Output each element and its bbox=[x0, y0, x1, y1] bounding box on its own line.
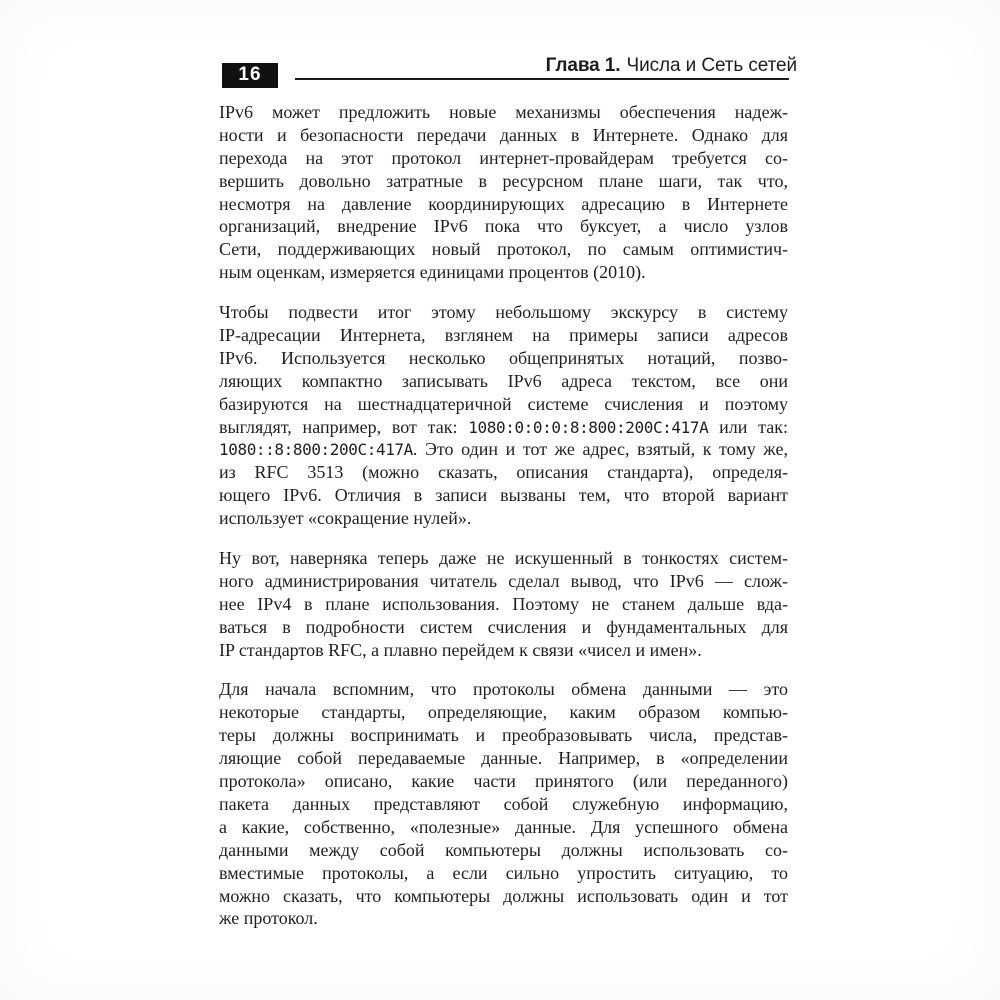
ipv6-address: 1080::8:800:200C:417A bbox=[219, 440, 413, 460]
text-line bbox=[219, 261, 788, 284]
text-segment: базируются на шестнадцатеричной системе счисления и поэтому bbox=[219, 393, 788, 414]
text-segment: ляющие собой передаваемые данные. Например, в «определении bbox=[219, 748, 788, 769]
text-line bbox=[219, 701, 788, 724]
paragraph bbox=[219, 547, 788, 661]
text-segment: Сети, поддерживающих новый протокол, по самым оптимистич- bbox=[219, 239, 788, 260]
text-segment: или так: bbox=[708, 416, 788, 437]
page-number: 16 bbox=[238, 63, 262, 85]
text-segment: IPv6. Используется несколько общепринятых нотаций, позво- bbox=[219, 347, 788, 368]
text-line bbox=[219, 770, 788, 793]
text-line bbox=[219, 724, 788, 747]
text-line bbox=[219, 170, 788, 193]
text-segment: Для начала вспомним, что протоколы обмена данными — это bbox=[219, 679, 788, 700]
text-segment: нее IPv4 в плане использования. Поэтому не станем дальше вда- bbox=[219, 593, 788, 614]
text-segment: ного администрирования читатель сделал вывод, что IPv6 — слож- bbox=[219, 570, 788, 591]
text-segment: теры должны воспринимать и преобразовывать числа, представ- bbox=[219, 725, 788, 746]
text-segment: из RFC 3513 (можно сказать, описания стандарта), определя- bbox=[219, 462, 788, 483]
text-segment: перехода на этот протокол интернет-провайдерам требуется со- bbox=[219, 147, 788, 168]
text-segment: использует «сокращение нулей». bbox=[219, 508, 472, 529]
ipv6-address: 1080:0:0:0:8:800:200C:417A bbox=[468, 417, 709, 437]
text-line bbox=[219, 547, 788, 570]
text-segment: данными между собой компьютеры должны использовать со- bbox=[219, 839, 788, 860]
text-segment: ющего IPv6. Отличия в записи вызваны тем, что второй вариант bbox=[219, 485, 788, 506]
text-line bbox=[219, 416, 788, 439]
paragraph bbox=[219, 678, 788, 930]
text-line bbox=[219, 793, 788, 816]
text-line bbox=[219, 839, 788, 862]
text-line bbox=[219, 461, 788, 484]
text-line bbox=[219, 324, 788, 347]
text-segment: вместимые протоколы, а если сильно упростить ситуацию, то bbox=[219, 862, 788, 883]
text-segment: ляющих компактно записывать IPv6 адреса текстом, все они bbox=[219, 370, 788, 391]
text-line bbox=[219, 507, 788, 530]
text-line bbox=[219, 885, 788, 908]
text-segment: организаций, внедрение IPv6 пока что буксует, а число узлов bbox=[219, 216, 788, 237]
text-line bbox=[219, 816, 788, 839]
text-segment: же протокол. bbox=[219, 908, 318, 929]
header-rule bbox=[295, 78, 789, 81]
text-line bbox=[219, 747, 788, 770]
text-line bbox=[219, 438, 788, 461]
text-line bbox=[219, 238, 788, 261]
text-line bbox=[219, 907, 788, 930]
text-segment: ности и безопасности передачи данных в Интернете. Однако для bbox=[219, 124, 788, 145]
text-line bbox=[219, 393, 788, 416]
text-line bbox=[219, 215, 788, 238]
paragraph bbox=[219, 301, 788, 530]
text-line bbox=[219, 593, 788, 616]
text-segment: IP-адресации Интернета, взглянем на примеры записи адресов bbox=[219, 325, 788, 346]
text-line bbox=[219, 484, 788, 507]
chapter-label: Глава 1. bbox=[545, 55, 621, 76]
text-segment: Ну вот, наверняка теперь даже не искушенный в тонкостях систем- bbox=[219, 548, 788, 569]
text-line bbox=[219, 639, 788, 662]
text-segment: а какие, собственно, «полезные» данные. Для успешного обмена bbox=[219, 816, 788, 837]
text-segment: ным оценкам, измеряется единицами процентов (2010). bbox=[219, 262, 646, 283]
text-segment: можно сказать, что компьютеры должны использовать один и тот bbox=[219, 885, 788, 906]
text-line bbox=[219, 124, 788, 147]
text-segment: некоторые стандарты, определяющие, каким образом компью- bbox=[219, 702, 788, 723]
page-number-badge bbox=[222, 63, 278, 88]
text-segment: выглядят, например, вот так: bbox=[219, 416, 469, 437]
text-segment: Чтобы подвести итог этому небольшому экскурсу в систему bbox=[219, 302, 788, 323]
text-line bbox=[219, 193, 788, 216]
text-line bbox=[219, 862, 788, 885]
body-text bbox=[219, 101, 788, 947]
text-segment: вершить довольно затратные в ресурсном плане шаги, так что, bbox=[219, 170, 788, 191]
text-segment: . Это один и тот же адрес, взятый, к тому же, bbox=[412, 439, 788, 460]
text-segment: IP стандартов RFC, а плавно перейдем к связи «чисел и имен». bbox=[219, 639, 702, 660]
text-segment: пакета данных представляют собой служебную информацию, bbox=[219, 793, 788, 814]
text-segment: протокола» описано, какие части принятого (или переданного) bbox=[219, 771, 788, 792]
text-line bbox=[219, 616, 788, 639]
text-segment: ваться в подробности систем счисления и фундаментальных для bbox=[219, 616, 788, 637]
text-line bbox=[219, 147, 788, 170]
chapter-title: Числа и Сеть сетей bbox=[626, 55, 797, 76]
text-line bbox=[219, 301, 788, 324]
text-line bbox=[219, 678, 788, 701]
paragraph bbox=[219, 101, 788, 284]
text-line bbox=[219, 570, 788, 593]
chapter-heading bbox=[295, 55, 797, 76]
text-line bbox=[219, 370, 788, 393]
text-line bbox=[219, 347, 788, 370]
text-segment: IPv6 может предложить новые механизмы обеспечения надеж- bbox=[219, 102, 788, 122]
text-line bbox=[219, 101, 788, 124]
text-segment: несмотря на давление координирующих адресацию в Интернете bbox=[219, 193, 788, 214]
